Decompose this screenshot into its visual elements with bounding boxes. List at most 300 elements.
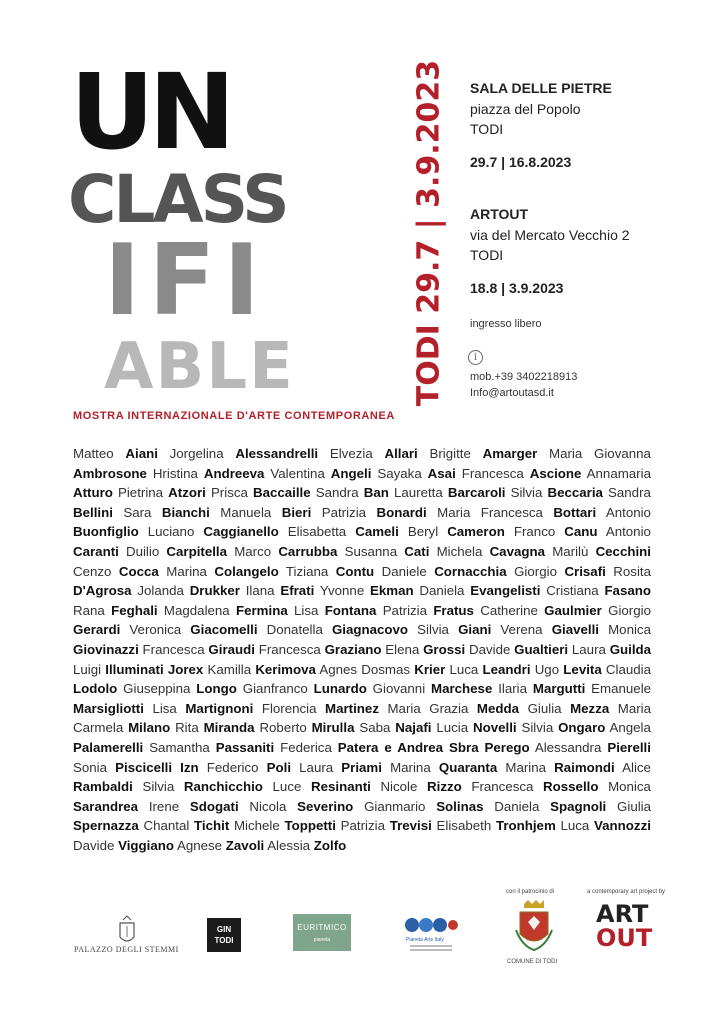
artist-first-name: Marco — [234, 543, 272, 559]
title-class: CLASS — [68, 161, 287, 238]
artist-name — [471, 779, 598, 794]
artist-first-name: Luciano — [147, 524, 195, 540]
venue1-city: TODI — [470, 121, 504, 137]
artist-name — [123, 681, 237, 696]
artist-first-name: Marilù — [552, 543, 589, 559]
artist-first-name: Michele — [233, 818, 280, 834]
artist-first-name: Luca — [449, 661, 479, 677]
artist-name — [330, 446, 418, 461]
artist-name — [243, 681, 367, 696]
logo-pianeta-arte — [402, 916, 460, 956]
artist-surname: Feghali — [111, 602, 158, 618]
artist-name — [359, 720, 431, 735]
artist-first-name: Magdalena — [163, 602, 230, 618]
artist-name — [207, 760, 291, 775]
artist-surname: Sdogati — [189, 798, 239, 814]
artist-first-name: Silvia — [417, 622, 449, 638]
artist-name — [345, 544, 430, 559]
artist-surname: Ban — [363, 485, 389, 501]
artist-first-name: Brigitte — [429, 446, 471, 461]
artist-name — [280, 740, 530, 755]
artist-name — [246, 583, 315, 598]
artist-first-name: Silvia — [510, 485, 543, 501]
artist-first-name: Nicole — [380, 779, 418, 795]
artist-first-name: Francesca — [258, 641, 321, 657]
artist-surname: Bianchi — [161, 504, 210, 520]
artist-first-name: Patrizia — [340, 818, 385, 834]
artist-surname: Trevisi — [389, 818, 432, 834]
artist-name — [417, 622, 491, 637]
artist-name — [380, 779, 461, 794]
artist-first-name: Gianmario — [364, 798, 426, 814]
artist-name — [514, 524, 598, 539]
artist-first-name: Veronica — [129, 622, 182, 638]
artist-first-name: Catherine — [480, 602, 538, 618]
artist-surname: Palamerelli — [73, 739, 144, 755]
artist-surname: Beccaria — [547, 485, 603, 501]
artist-first-name: Luca — [560, 818, 590, 834]
artist-first-name: Elena — [385, 641, 420, 657]
artist-name — [500, 622, 599, 637]
venue1-dates: 29.7 | 16.8.2023 — [470, 154, 572, 170]
artist-name — [382, 564, 507, 579]
artist-first-name: Alice — [622, 759, 651, 775]
artist-name — [148, 524, 279, 539]
artist-surname: Najafi — [395, 720, 432, 736]
artist-surname: Martignoni — [185, 700, 254, 716]
artist-name — [143, 818, 229, 833]
artist-first-name: Agnes Dosmas — [319, 661, 411, 677]
artist-first-name: Sandra — [608, 485, 651, 501]
artist-name — [449, 662, 530, 677]
artist-name — [129, 622, 257, 637]
artist-surname: Cati — [404, 543, 430, 559]
artist-first-name: Jolanda — [137, 583, 184, 599]
artist-first-name: Rita — [175, 720, 199, 736]
artist-surname: Cameron — [447, 524, 505, 540]
artist-first-name: Marina — [505, 759, 547, 775]
artist-first-name: Sonia — [73, 759, 108, 775]
artist-surname: Giagnacovo — [331, 622, 409, 638]
artist-first-name: Laura — [299, 759, 334, 775]
comune-label: COMUNE DI TODI — [507, 959, 558, 965]
artist-first-name: Maria Francesca — [437, 504, 543, 520]
artist-first-name: Cenzo — [73, 563, 112, 579]
artist-surname: Milano — [128, 720, 171, 736]
artist-first-name: Maria Grazia — [387, 700, 469, 716]
title-ifi: IFI — [104, 224, 268, 338]
artist-name — [220, 505, 311, 520]
artist-first-name: Nicola — [249, 798, 287, 814]
artist-surname: Evangelisti — [470, 583, 541, 599]
artist-surname: Barcaroli — [447, 485, 506, 501]
logo-comune-di-todi — [514, 900, 554, 954]
palazzo-label: PALAZZO DEGLI STEMMI — [74, 945, 179, 954]
artist-surname: Zavoli — [225, 837, 265, 853]
artist-first-name: Pietrina — [117, 485, 164, 501]
artist-surname: Pierelli — [607, 739, 651, 755]
artist-surname: Giraudi — [208, 641, 255, 657]
todi-coat-of-arms-icon — [514, 900, 554, 954]
artist-name — [560, 818, 650, 833]
artist-first-name: Hristina — [152, 465, 198, 481]
artist-surname: Gualtieri — [514, 641, 569, 657]
artist-first-name: Monica — [608, 779, 651, 795]
artist-surname: Piscicelli Izn — [115, 759, 199, 775]
artist-surname: Amarger — [482, 446, 538, 461]
artist-surname: Passaniti — [215, 739, 275, 755]
artist-first-name: Maria Carmela — [73, 700, 652, 736]
artist-name — [273, 779, 371, 794]
artist-name — [259, 642, 382, 657]
artist-first-name: Luce — [272, 779, 302, 795]
artist-surname: Efrati — [280, 583, 315, 599]
artist-first-name: Ugo — [534, 661, 560, 677]
artist-first-name: Giovanni — [372, 681, 426, 697]
euritmico-label: EURITMICO — [297, 923, 347, 932]
artist-surname: Medda — [476, 700, 520, 716]
email-link[interactable]: Info@artoutasd.it — [470, 387, 554, 399]
artist-first-name: Yvonne — [319, 583, 365, 599]
pianeta-divider-2 — [410, 949, 452, 951]
artist-name — [152, 701, 253, 716]
artist-name — [546, 583, 651, 598]
info-icon: i — [468, 350, 483, 365]
artist-name — [73, 446, 158, 461]
artist-surname: Rizzo — [427, 779, 462, 795]
artist-first-name: Federico — [206, 759, 259, 775]
artist-first-name: Duilio — [125, 543, 160, 559]
artist-first-name: Lucia — [436, 720, 469, 736]
patrocinio-label: con il patrocinio di — [506, 889, 555, 895]
artist-surname: Bonardi — [376, 504, 427, 520]
artist-first-name: Alessandra — [534, 739, 602, 755]
artist-surname: Ongaro — [558, 720, 606, 736]
artist-surname: Mirulla — [311, 720, 355, 736]
artist-name — [73, 603, 158, 618]
artist-surname: Giani — [458, 622, 492, 638]
artist-surname: Rambaldi — [73, 779, 133, 795]
artist-name — [408, 524, 505, 539]
phone-text: mob.+39 3402218913 — [470, 371, 578, 383]
artist-first-name: Laura — [571, 641, 606, 657]
artist-first-name: Elvezia — [329, 446, 373, 461]
logo-gin-todi — [207, 918, 241, 952]
artist-name — [262, 701, 379, 716]
gin-label: GIN — [216, 925, 232, 934]
artist-surname: Sarandrea — [73, 798, 139, 814]
artist-name — [153, 466, 265, 481]
artist-first-name: Marina — [390, 759, 431, 775]
artout-logo-art: ART — [596, 900, 649, 928]
artist-surname: Krier — [414, 661, 446, 677]
artist-name — [270, 466, 371, 481]
artist-first-name: Rosita — [613, 563, 651, 579]
artist-surname: Tronhjem — [495, 818, 556, 834]
artist-first-name: Silvia — [521, 720, 554, 736]
artist-name — [294, 603, 376, 618]
artist-first-name: Tiziana — [285, 563, 329, 579]
artist-first-name: Francesca — [471, 779, 534, 795]
artist-first-name: Manuela — [220, 504, 272, 520]
artist-name — [494, 799, 606, 814]
artist-surname: Zolfo — [313, 837, 347, 853]
artist-surname: Cocca — [118, 563, 159, 579]
artist-first-name: Saba — [359, 720, 391, 736]
artist-first-name: Antonio — [605, 504, 651, 520]
artist-surname: Raimondi — [554, 759, 615, 775]
artist-first-name: Federica — [280, 739, 332, 755]
artist-name — [259, 720, 354, 735]
artist-name — [316, 485, 389, 500]
artist-first-name: Susanna — [344, 543, 398, 559]
artist-surname: Crisafi — [564, 563, 606, 579]
vertical-dates-text: TODI 29.7 | 3.9.2023 — [411, 59, 447, 407]
artist-name — [322, 505, 427, 520]
artist-name — [319, 662, 445, 677]
artist-surname: Margutti — [532, 681, 586, 697]
artist-first-name: Monica — [608, 622, 651, 638]
artist-name — [390, 760, 497, 775]
artist-surname: Aiani — [125, 446, 158, 461]
artist-first-name: Samantha — [149, 739, 210, 755]
artist-first-name: Patrizia — [321, 504, 367, 520]
artist-first-name: Annamaria — [586, 465, 651, 481]
artist-first-name: Giorgio — [514, 563, 557, 579]
artist-surname: Jorex — [167, 661, 204, 677]
pianeta-label: Pianeta Arte Italy — [406, 937, 444, 943]
project-by-label: a contemporary art project by — [587, 889, 666, 895]
artist-first-name: Jorgelina — [169, 446, 224, 461]
artout-logo-out: OUT — [596, 924, 653, 952]
artist-name — [437, 505, 596, 520]
artist-surname: Patera e Andrea Sbra Perego — [337, 739, 530, 755]
artist-surname: Canu — [564, 524, 598, 540]
artist-surname: Cameli — [355, 524, 399, 540]
artist-first-name: Francesca — [142, 641, 205, 657]
artist-surname: Grossi — [423, 641, 466, 657]
artist-surname: Ambrosone — [73, 465, 147, 481]
artist-name — [149, 740, 274, 755]
artist-surname: Bellini — [73, 504, 113, 520]
artist-surname: Ascione — [529, 465, 582, 481]
artist-surname: Illuminati — [105, 661, 164, 677]
artist-surname: Angeli — [330, 465, 372, 481]
artist-name — [429, 446, 537, 461]
admission-text: ingresso libero — [470, 318, 542, 330]
artist-surname: Severino — [297, 798, 354, 814]
venue1-name: SALA DELLE PIETRE — [470, 80, 612, 96]
artist-first-name: Marina — [166, 563, 207, 579]
artist-surname: Priami — [341, 759, 382, 775]
artist-name — [383, 603, 474, 618]
artist-name — [175, 720, 255, 735]
artist-surname: Viggiano — [118, 837, 174, 853]
artist-first-name: Agnese — [176, 837, 223, 853]
artist-name — [528, 701, 610, 716]
artist-surname: Lunardo — [313, 681, 367, 697]
artist-first-name: Giuseppina — [123, 681, 191, 697]
artist-name — [437, 818, 556, 833]
artist-first-name: Davide — [73, 837, 115, 853]
exhibition-subtitle: MOSTRA INTERNAZIONALE D'ARTE CONTEMPORANEA — [73, 410, 395, 422]
artist-surname: Spagnoli — [550, 798, 607, 814]
artist-first-name: Lisa — [152, 700, 177, 716]
artist-name — [166, 564, 278, 579]
artist-name — [419, 583, 540, 598]
venue2-dates: 18.8 | 3.9.2023 — [470, 280, 564, 296]
artist-name — [373, 681, 493, 696]
artist-name — [498, 681, 585, 696]
artist-name — [149, 799, 239, 814]
artist-first-name: Angela — [609, 720, 651, 736]
artist-first-name: Elisabetta — [287, 524, 347, 540]
artist-name — [385, 642, 465, 657]
artist-first-name: Francesca — [461, 465, 524, 481]
artist-surname: Tichit — [194, 818, 230, 834]
artist-first-name: Claudia — [605, 661, 652, 677]
artist-surname: Miranda — [203, 720, 255, 736]
artist-first-name: Daniela — [419, 583, 465, 599]
artist-name — [234, 544, 337, 559]
artist-first-name: Matteo — [73, 446, 114, 461]
artist-surname: Quaranta — [438, 759, 498, 775]
artist-name — [73, 564, 159, 579]
gin-todi-label: TODI — [214, 936, 234, 945]
artist-surname: Caggianello — [203, 524, 279, 540]
artist-name — [211, 485, 311, 500]
artist-surname: Carpitella — [166, 543, 228, 559]
artist-first-name: Irene — [148, 798, 180, 814]
artist-surname: Drukker — [189, 583, 240, 599]
artist-surname: Contu — [335, 563, 375, 579]
artist-first-name: Silvia — [142, 779, 175, 795]
artist-first-name: Sayaka — [377, 465, 422, 481]
artist-surname: Andreeva — [203, 465, 265, 481]
artist-name — [286, 564, 374, 579]
artist-name — [552, 544, 651, 559]
artist-surname: Resinanti — [310, 779, 371, 795]
artist-name — [462, 466, 582, 481]
artist-first-name: Roberto — [259, 720, 307, 736]
artist-surname: Longo — [196, 681, 237, 697]
artist-name — [73, 838, 174, 853]
artist-name — [505, 760, 614, 775]
artist-first-name: Giulia — [617, 798, 652, 814]
artist-first-name: Sara — [123, 504, 152, 520]
artist-surname: Carrubba — [278, 543, 338, 559]
artist-first-name: Kamilla — [207, 661, 252, 677]
artist-first-name: Luigi — [73, 661, 102, 677]
artist-name — [437, 544, 545, 559]
artist-first-name: Gianfranco — [242, 681, 308, 697]
artist-surname: Ranchicchio — [183, 779, 263, 795]
artist-surname: Caranti — [73, 543, 119, 559]
artist-first-name: Giulia — [527, 700, 562, 716]
artist-name — [377, 466, 455, 481]
artist-first-name: Prisca — [210, 485, 248, 501]
artist-surname: Graziano — [324, 641, 382, 657]
artist-first-name: Daniele — [381, 563, 427, 579]
artist-first-name: Lauretta — [393, 485, 443, 501]
artist-first-name: Elisabeth — [436, 818, 492, 834]
logo-palazzo-degli-stemmi — [68, 915, 186, 975]
artist-first-name: Michela — [436, 543, 483, 559]
artist-first-name: Maria Giovanna — [549, 446, 651, 461]
artist-name — [394, 485, 506, 500]
venue2-city: TODI — [470, 247, 504, 263]
artist-first-name: Giorgio — [608, 602, 651, 618]
artist-name — [535, 740, 651, 755]
artist-name — [73, 760, 199, 775]
artist-name — [514, 564, 606, 579]
artist-surname: Atzori — [168, 485, 206, 501]
artist-first-name: Cristiana — [546, 583, 599, 599]
artist-surname: Giacomelli — [190, 622, 258, 638]
artist-surname: Lodolo — [73, 681, 118, 697]
artist-first-name: Lisa — [294, 602, 319, 618]
artist-first-name: Beryl — [407, 524, 439, 540]
logo-artout — [596, 902, 656, 962]
artist-surname: Atturo — [73, 485, 113, 501]
artist-name — [164, 603, 288, 618]
artist-name — [73, 662, 164, 677]
title-able: ABLE — [104, 330, 295, 404]
artist-surname: Colangelo — [214, 563, 279, 579]
artist-first-name: Verena — [500, 622, 543, 638]
artist-first-name: Antonio — [605, 524, 651, 540]
artist-surname: Bieri — [281, 504, 312, 520]
artist-name — [521, 720, 605, 735]
artist-name — [436, 720, 516, 735]
artist-surname: Leandri — [482, 661, 531, 677]
artist-name — [387, 701, 519, 716]
artist-surname: Marsigliotti — [73, 700, 144, 716]
artist-name — [177, 838, 264, 853]
artist-surname: Vannozzi — [594, 818, 651, 834]
artist-name — [341, 818, 432, 833]
artist-name — [208, 662, 316, 677]
artist-name — [535, 662, 602, 677]
artist-first-name: Chantal — [143, 818, 190, 834]
artist-first-name: Ilaria — [498, 681, 528, 697]
artist-name — [137, 583, 240, 598]
globes-icon — [402, 916, 460, 936]
venue2-name: ARTOUT — [470, 206, 529, 222]
artist-first-name: Franco — [513, 524, 556, 540]
artist-surname: Gerardi — [73, 622, 121, 638]
artist-first-name: Emanuele — [591, 681, 652, 697]
artist-surname: Spernazza — [73, 818, 139, 834]
artist-first-name: Patrizia — [382, 602, 428, 618]
artist-surname: D'Agrosa — [73, 583, 132, 599]
artist-name — [249, 799, 353, 814]
artist-name — [126, 544, 227, 559]
vertical-dates — [408, 59, 450, 407]
artist-surname: Ekman — [369, 583, 414, 599]
artist-surname: Alessandrelli — [235, 446, 319, 461]
artist-surname: Buonfiglio — [73, 524, 139, 540]
venue2-address: via del Mercato Vecchio 2 — [470, 227, 630, 243]
artist-name — [267, 838, 346, 853]
artist-name — [234, 818, 336, 833]
artist-surname: Fasano — [604, 583, 651, 599]
artist-surname: Asai — [427, 465, 456, 481]
artist-name — [511, 485, 603, 500]
artists-list — [73, 444, 651, 855]
artist-surname: Cavagna — [489, 543, 546, 559]
artist-surname: Rossello — [543, 779, 599, 795]
